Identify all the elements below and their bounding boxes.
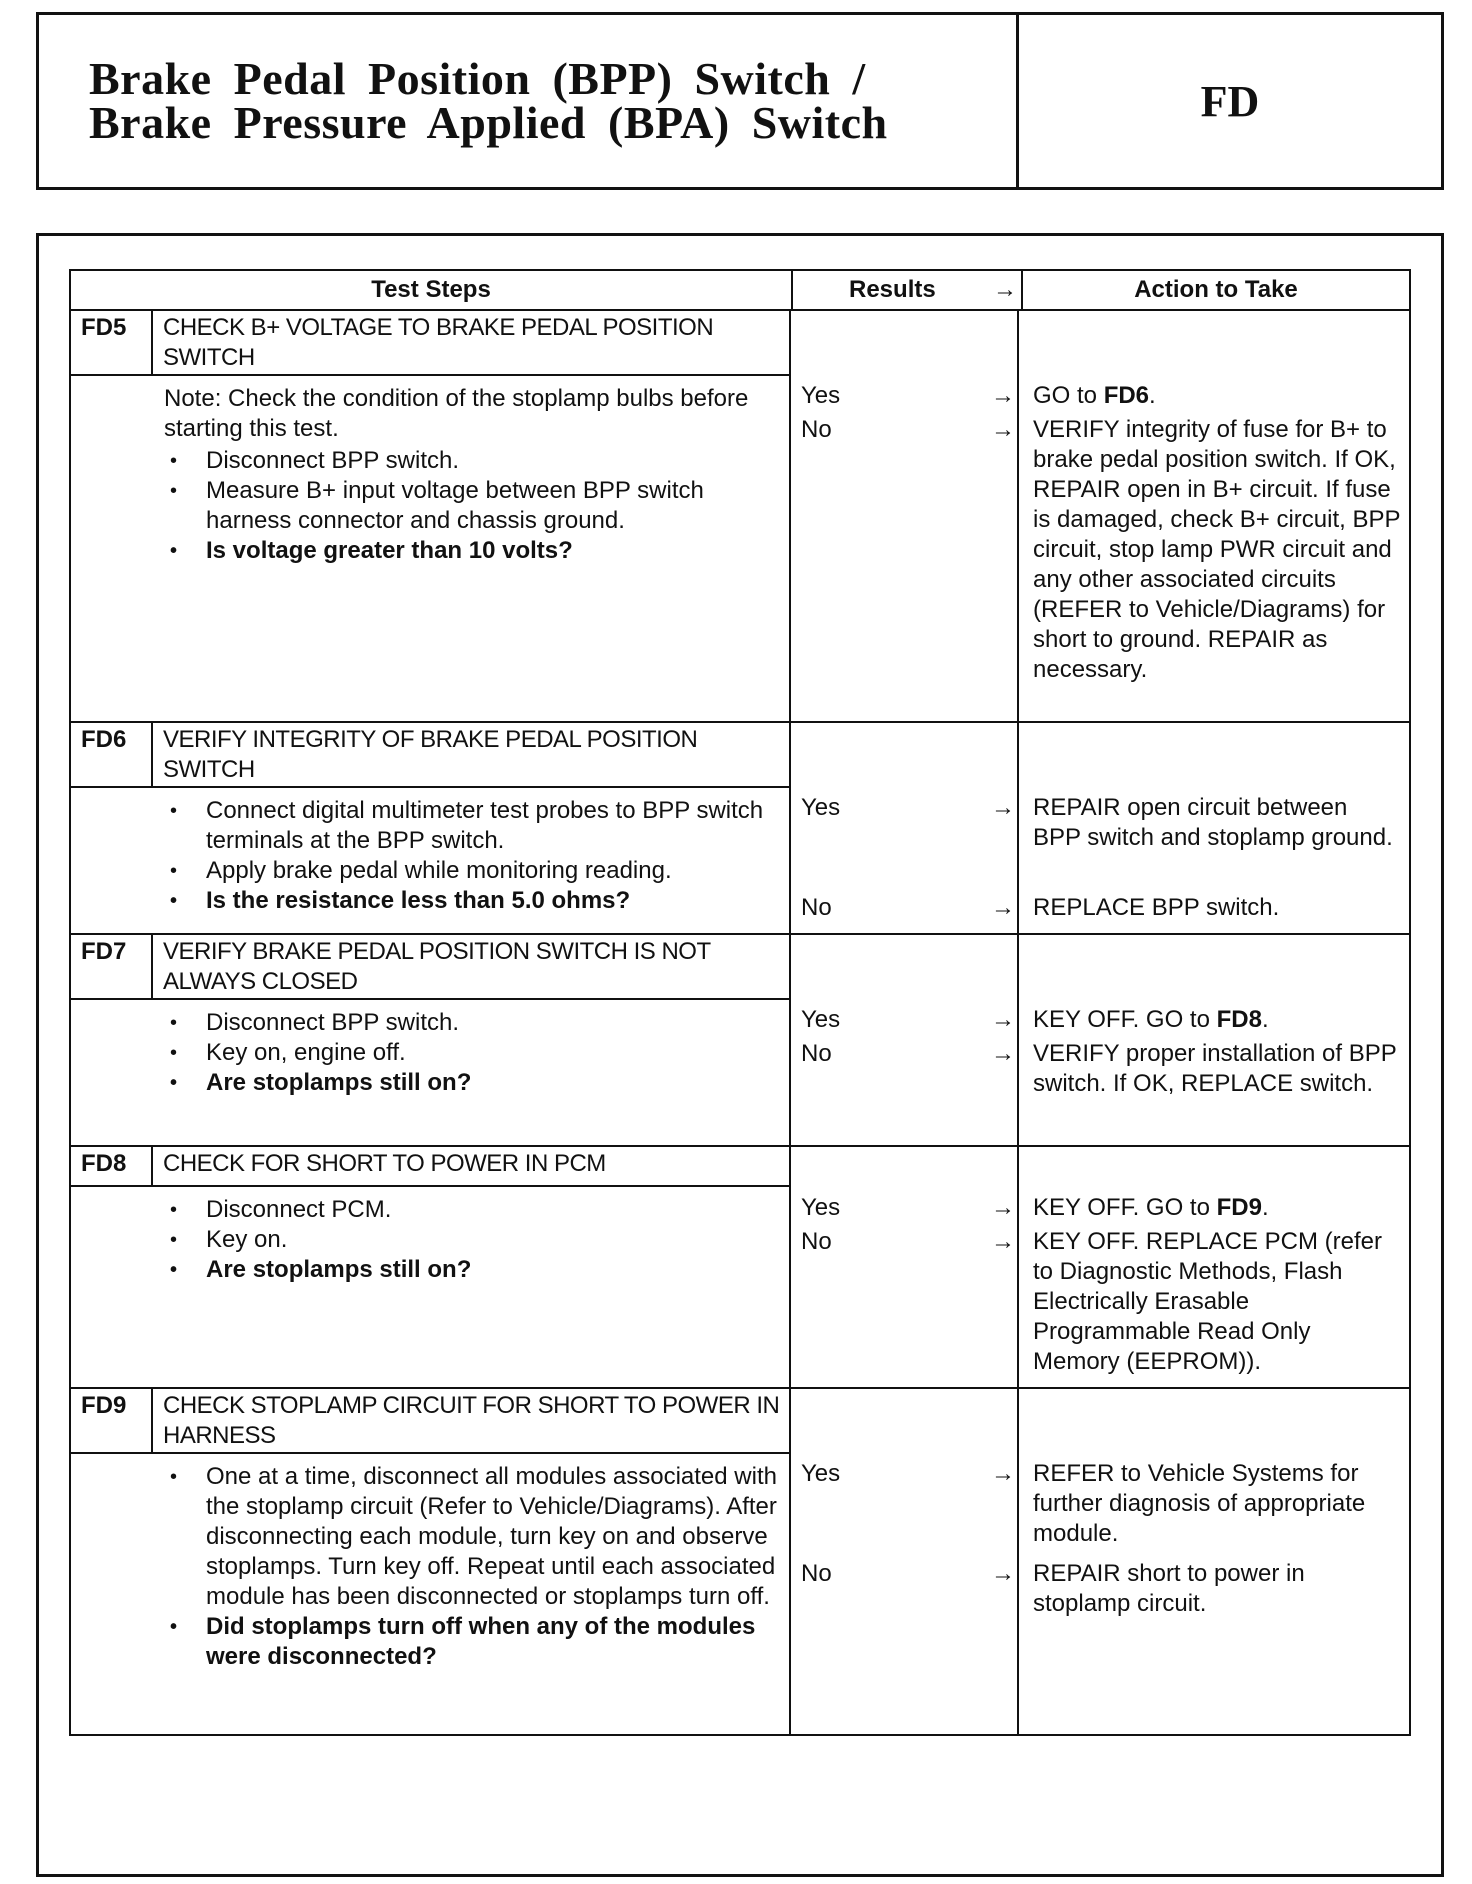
result-yes: Yes bbox=[801, 794, 841, 821]
step-fd8 bbox=[71, 1147, 1409, 1389]
step-question: • Are stoplamps still on? bbox=[164, 1068, 781, 1098]
bullet-item: • Disconnect BPP switch. bbox=[164, 446, 781, 476]
title-line-1: Brake Pedal Position (BPP) Switch / bbox=[89, 53, 866, 104]
arrow-icon: → bbox=[991, 382, 1015, 409]
step-id: FD8 bbox=[71, 1147, 153, 1185]
step-fd9 bbox=[71, 1389, 1409, 1734]
arrow-icon: → bbox=[991, 1194, 1015, 1221]
arrow-icon: → bbox=[991, 1228, 1015, 1255]
step-title: CHECK B+ VOLTAGE TO BRAKE PEDAL POSITION SWITCH bbox=[163, 314, 714, 371]
col-header-action: Action to Take bbox=[1134, 276, 1298, 303]
result-no: No bbox=[801, 894, 832, 921]
table-header bbox=[71, 271, 1409, 311]
bullet-item: • Key on. bbox=[164, 1225, 781, 1255]
bullet-item: • Measure B+ input voltage between BPP switch harness connector and chassis ground. bbox=[164, 476, 781, 536]
result-no: No bbox=[801, 1560, 832, 1587]
step-fd5 bbox=[71, 311, 1409, 723]
step-fd6 bbox=[71, 723, 1409, 935]
section-code: FD bbox=[1200, 76, 1260, 126]
action-no: VERIFY integrity of fuse for B+ to brake pedal position switch. If OK, REPAIR open in B+ circuit. If fuse is damaged, check B+ circuit, BPP circuit, stop lamp PWR circuit and any other associated circuits (REFER to Vehicle/Diagrams) for short to ground. REPAIR as necessary. bbox=[1033, 416, 1401, 683]
step-title: CHECK STOPLAMP CIRCUIT FOR SHORT TO POWER IN HARNESS bbox=[163, 1392, 780, 1449]
bullet-item: • Connect digital multimeter test probes to BPP switch terminals at the BPP switch. bbox=[164, 796, 781, 856]
action-yes: REPAIR open circuit between BPP switch and stoplamp ground. bbox=[1033, 794, 1393, 851]
step-question: • Are stoplamps still on? bbox=[164, 1255, 781, 1285]
arrow-icon: → bbox=[991, 416, 1015, 443]
step-id: FD7 bbox=[71, 935, 153, 998]
step-fd7 bbox=[71, 935, 1409, 1147]
step-id: FD5 bbox=[71, 311, 153, 374]
page-header bbox=[36, 12, 1444, 190]
bullet-item: • Apply brake pedal while monitoring reading. bbox=[164, 856, 781, 886]
step-question: • Is the resistance less than 5.0 ohms? bbox=[164, 886, 781, 916]
result-no: No bbox=[801, 416, 832, 443]
action-yes: KEY OFF. GO to FD9. bbox=[1033, 1194, 1269, 1221]
page-title bbox=[89, 53, 888, 148]
test-steps-table bbox=[69, 269, 1411, 1736]
result-yes: Yes bbox=[801, 1006, 841, 1033]
result-yes: Yes bbox=[801, 1194, 841, 1221]
step-question: • Is voltage greater than 10 volts? bbox=[164, 536, 781, 566]
step-question: • Did stoplamps turn off when any of the modules were disconnected? bbox=[164, 1612, 781, 1672]
col-header-results bbox=[793, 271, 1023, 309]
arrow-icon: → bbox=[991, 794, 1015, 821]
step-id: FD9 bbox=[71, 1389, 153, 1452]
result-no: No bbox=[801, 1040, 832, 1067]
arrow-icon: → bbox=[991, 1040, 1015, 1067]
arrow-icon: → bbox=[991, 1460, 1015, 1487]
action-yes: GO to FD6. bbox=[1033, 382, 1156, 409]
result-yes: Yes bbox=[801, 382, 841, 409]
action-yes: KEY OFF. GO to FD8. bbox=[1033, 1006, 1269, 1033]
results-label: Results bbox=[849, 276, 936, 303]
result-yes: Yes bbox=[801, 1460, 841, 1487]
bullet-item: • One at a time, disconnect all modules associated with the stoplamp circuit (Refer to Vehicle/Diagrams). After disconnecting each module, turn key on and observe stoplamps. Turn key off. Repeat until each associated module has been disconnected or stoplamps turn off. bbox=[164, 1462, 781, 1612]
arrow-icon: → bbox=[991, 894, 1015, 921]
result-no: No bbox=[801, 1228, 832, 1255]
arrow-icon: → bbox=[993, 276, 1017, 303]
bullet-item: • Disconnect PCM. bbox=[164, 1195, 781, 1225]
bullet-item: • Key on, engine off. bbox=[164, 1038, 781, 1068]
action-no: KEY OFF. REPLACE PCM (refer to Diagnostic Methods, Flash Electrically Erasable Programmable Read Only Memory (EEPROM)). bbox=[1033, 1228, 1382, 1375]
step-title: VERIFY BRAKE PEDAL POSITION SWITCH IS NOT ALWAYS CLOSED bbox=[163, 938, 711, 995]
arrow-icon: → bbox=[991, 1560, 1015, 1587]
action-no: REPAIR short to power in stoplamp circuit. bbox=[1033, 1560, 1305, 1617]
action-no: VERIFY proper installation of BPP switch. If OK, REPLACE switch. bbox=[1033, 1040, 1397, 1097]
arrow-icon: → bbox=[991, 1006, 1015, 1033]
action-yes: REFER to Vehicle Systems for further diagnosis of appropriate module. bbox=[1033, 1460, 1366, 1547]
col-header-test-steps: Test Steps bbox=[71, 271, 793, 309]
action-no: REPLACE BPP switch. bbox=[1033, 894, 1280, 921]
title-line-2: Brake Pressure Applied (BPA) Switch bbox=[89, 97, 888, 148]
step-id: FD6 bbox=[71, 723, 153, 786]
step-title: VERIFY INTEGRITY OF BRAKE PEDAL POSITION SWITCH bbox=[163, 726, 698, 783]
title-cell bbox=[39, 15, 1019, 187]
step-note: Note: Check the condition of the stoplamp bulbs before starting this test. bbox=[164, 385, 749, 442]
step-title: CHECK FOR SHORT TO POWER IN PCM bbox=[163, 1150, 606, 1177]
bullet-item: • Disconnect BPP switch. bbox=[164, 1008, 781, 1038]
